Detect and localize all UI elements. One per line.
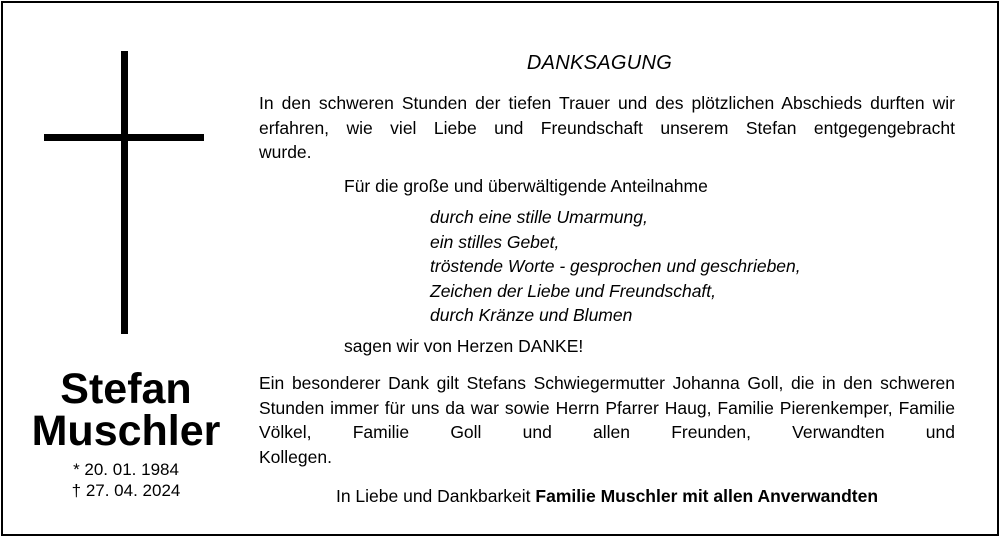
list-item: Zeichen der Liebe und Freundschaft,	[430, 280, 717, 301]
signature-prefix: In Liebe und Dankbarkeit	[335, 486, 536, 506]
list-item: durch Kränze und Blumen	[430, 305, 633, 325]
intro-paragraph-last-line: wurde.	[259, 142, 312, 162]
intro-paragraph-text: In den schweren Stunden der tiefen Trauer und des plötzlichen Abschieds durften wir erfahren, wie viel Liebe und Freundschaft unserem Stefan entgegengebracht	[259, 93, 955, 138]
intro-paragraph	[259, 91, 955, 165]
list-item: ein stilles Gebet,	[430, 231, 560, 252]
special-thanks-last-line: Kollegen.	[259, 446, 332, 467]
special-thanks-paragraph	[259, 371, 955, 469]
danke-line: sagen wir von Herzen DANKE!	[344, 336, 584, 356]
list-item: tröstende Worte - gesprochen und geschrieben,	[430, 256, 801, 276]
thanks-intro: Für die große und überwältigende Anteilnahme	[344, 176, 708, 196]
obituary-notice	[1, 1, 999, 536]
signature	[259, 484, 955, 508]
death-date: † 27. 04. 2024	[71, 481, 181, 500]
ways-of-sympathy-list	[430, 205, 801, 328]
deceased-last-name: Muschler	[31, 407, 221, 455]
list-item: durch eine stille Umarmung,	[430, 207, 648, 227]
notice-title: DANKSAGUNG	[526, 52, 673, 74]
deceased-first-name: Stefan	[60, 365, 192, 413]
special-thanks-text: Ein besonderer Dank gilt Stefans Schwiegermutter Johanna Goll, die in den schweren Stunden immer für uns da war sowie Herrn Pfarrer Haug, Familie Pierenkemper, Familie Völkel, Familie Goll und allen Freunden, Verwandten und	[259, 373, 955, 442]
signature-family: Familie Muschler mit allen Anverwandten	[535, 486, 879, 506]
birth-date: * 20. 01. 1984	[73, 460, 179, 479]
cross-icon	[121, 51, 128, 334]
cross-icon-crossbar	[44, 134, 204, 141]
